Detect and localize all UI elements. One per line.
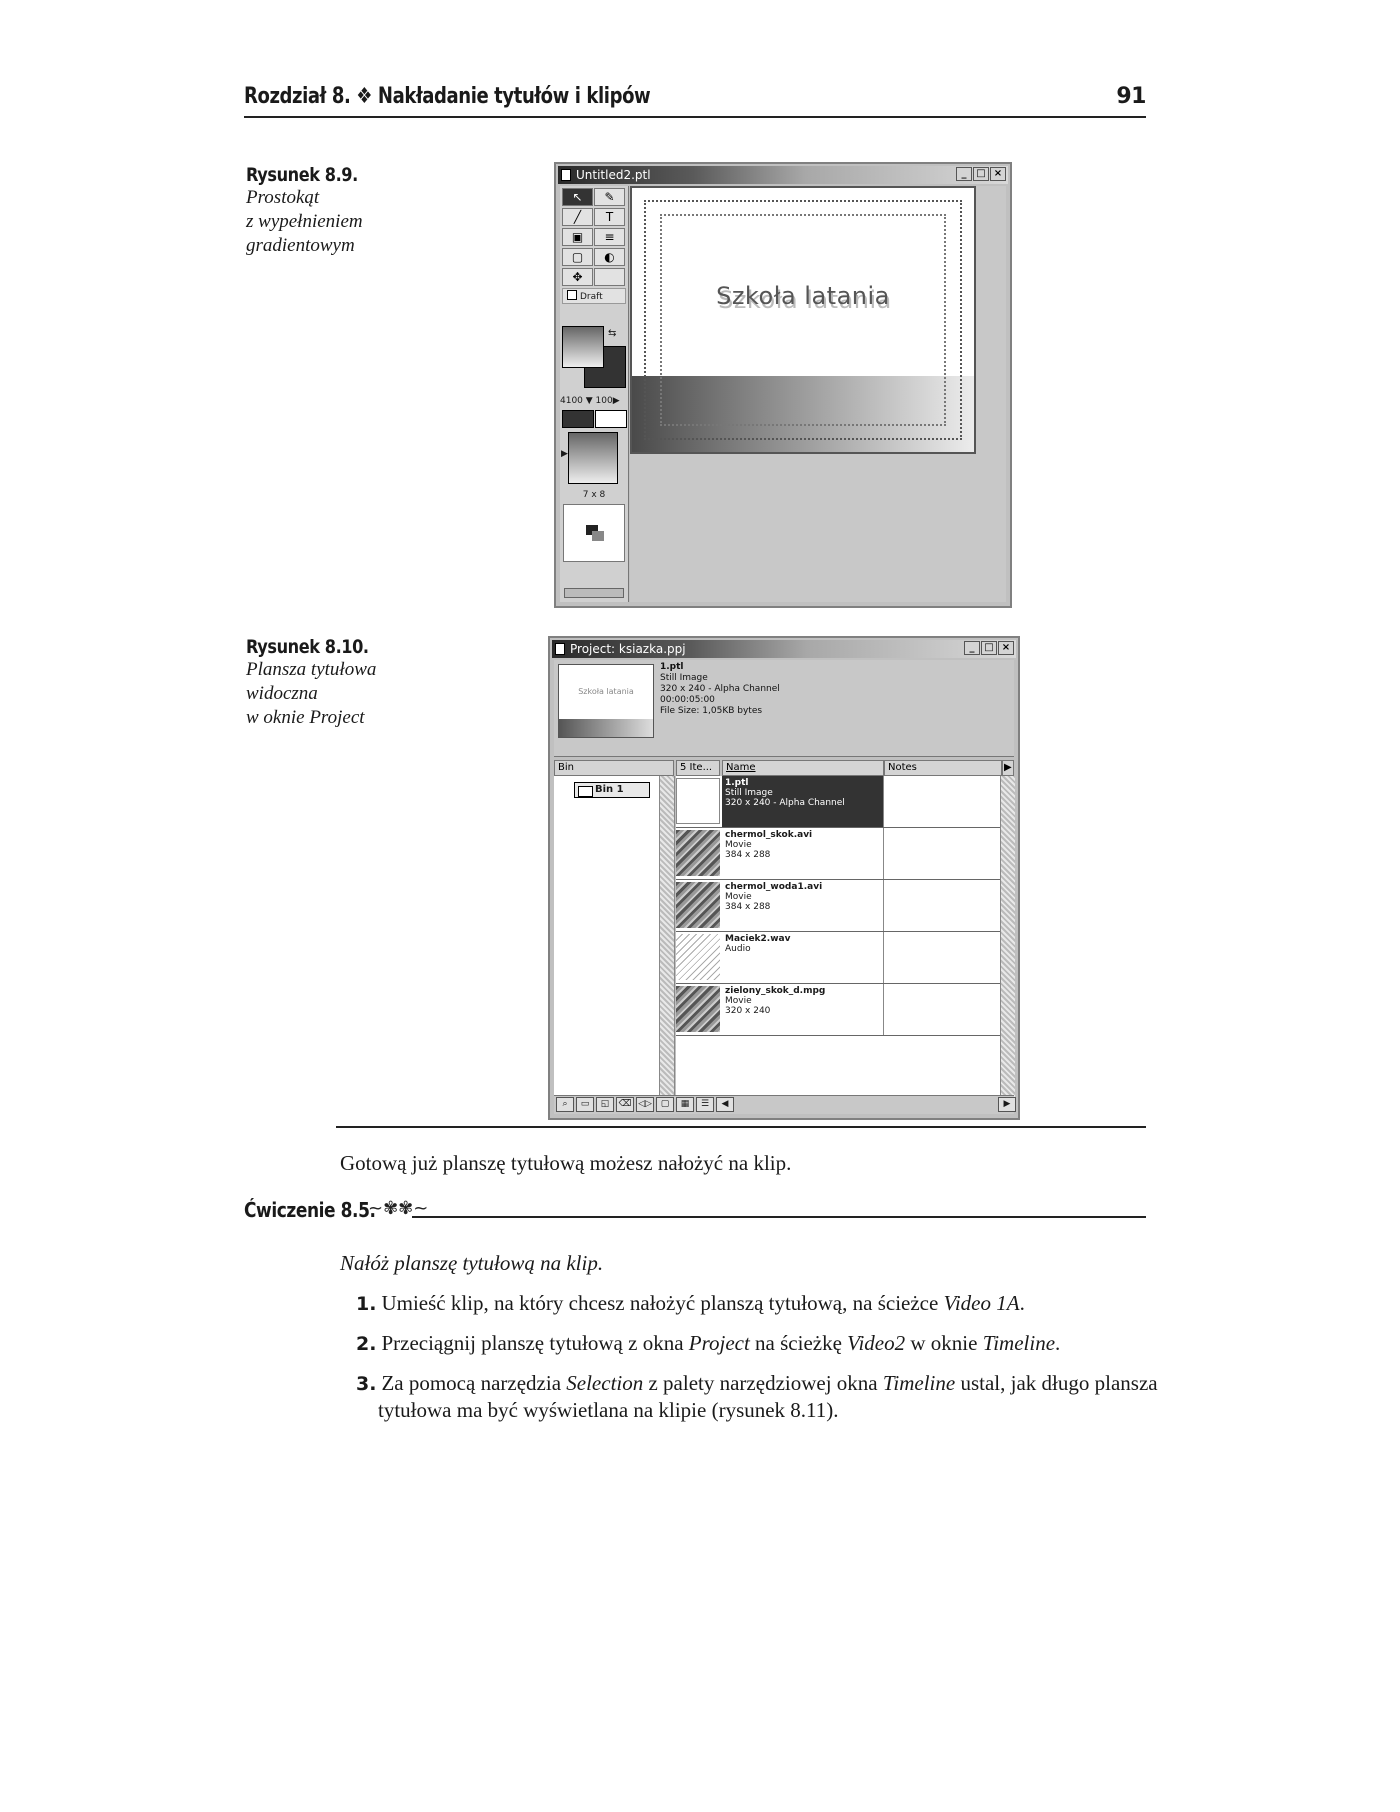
caption-line: gradientowym <box>246 235 355 256</box>
thumbnail-gradient <box>559 719 653 737</box>
item-name-cell <box>722 776 884 827</box>
title-canvas[interactable] <box>630 186 976 454</box>
shadow-box-icon <box>592 531 604 541</box>
folder-icon <box>578 786 593 797</box>
item-name-cell <box>722 828 884 879</box>
bin-pane <box>554 776 675 1098</box>
item-type: Still Image <box>725 788 773 798</box>
step-item <box>356 1290 1168 1317</box>
item-notes-cell[interactable] <box>884 828 1014 879</box>
swap-colors-icon[interactable]: ⇆ <box>608 328 617 339</box>
minimize-button[interactable]: _ <box>956 167 972 181</box>
step-emphasis: Video2 <box>847 1331 906 1355</box>
clip-type: Still Image <box>660 673 708 683</box>
step-text: Za pomocą narzędzia <box>381 1371 567 1395</box>
selection-tool-arrow-icon[interactable]: ↖ <box>562 188 593 206</box>
blank-tool[interactable] <box>594 268 625 286</box>
list-view-icon[interactable]: ☰ <box>696 1097 714 1112</box>
window-title: Untitled2.ptl <box>576 168 651 182</box>
ornament-icon: ~✾✾~ <box>368 1198 429 1219</box>
caption-line: w oknie Project <box>246 707 365 728</box>
tool-palette <box>560 186 629 602</box>
gradient-arrow-icon[interactable]: ▶ <box>561 448 568 458</box>
icon-view-icon[interactable]: ▢ <box>656 1097 674 1112</box>
caption-line: z wypełnieniem <box>246 211 363 232</box>
pane-toggle-icon[interactable]: ◁▷ <box>636 1097 654 1112</box>
grid-readout: 7 x 8 <box>582 490 606 500</box>
exercise-label: Ćwiczenie 8.5. <box>244 1198 376 1222</box>
project-item-row[interactable] <box>676 828 1014 880</box>
clip-info <box>660 662 780 717</box>
item-type: Movie <box>725 892 752 902</box>
bin-label: Bin 1 <box>595 784 624 795</box>
project-item-row[interactable] <box>676 776 1014 828</box>
caption-line: Prostokąt <box>246 187 320 208</box>
item-filename: Maciek2.wav <box>725 934 791 944</box>
caption-line: widoczna <box>246 683 318 704</box>
step-number: 2. <box>356 1333 377 1355</box>
item-filename: chermol_woda1.avi <box>725 882 823 892</box>
thumbnail-view-icon[interactable]: ▦ <box>676 1097 694 1112</box>
title-designer-window <box>554 162 1012 608</box>
item-notes-cell[interactable] <box>884 880 1014 931</box>
item-type: Audio <box>725 944 751 954</box>
step-emphasis: Video 1A <box>943 1291 1020 1315</box>
items-scrollbar[interactable] <box>1000 776 1015 1098</box>
item-filename: zielony_skok_d.mpg <box>725 986 826 996</box>
clip-preview-panel <box>554 660 1014 757</box>
column-header-notes[interactable]: Notes <box>884 760 1002 776</box>
item-type: Movie <box>725 996 752 1006</box>
item-notes-cell[interactable] <box>884 776 1014 827</box>
title-bar[interactable] <box>552 640 1016 658</box>
step-item <box>356 1330 1168 1357</box>
exercise-task: Nałóż planszę tytułową na klip. <box>340 1251 604 1275</box>
step-text: w oknie <box>905 1331 983 1355</box>
step-text: . <box>1055 1331 1061 1355</box>
thumbnail-title: Szkoła latania <box>578 687 634 696</box>
column-header-count[interactable]: 5 Ite... <box>676 760 720 776</box>
rolling-text-tool-icon[interactable]: ≡ <box>594 228 625 246</box>
figure-caption-8-10 <box>246 636 506 730</box>
project-item-row[interactable] <box>676 932 1014 984</box>
item-notes-cell[interactable] <box>884 984 1014 1035</box>
item-notes-cell[interactable] <box>884 932 1014 983</box>
clip-dimensions: 320 x 240 - Alpha Channel <box>660 684 780 694</box>
tool-scrollbar[interactable] <box>564 588 624 598</box>
new-item-icon[interactable]: ◱ <box>596 1097 614 1112</box>
figure-caption-8-9 <box>246 164 506 258</box>
exercise-heading <box>244 1198 1146 1228</box>
item-detail: 384 x 288 <box>725 902 771 912</box>
running-header <box>244 84 1146 118</box>
opacity-readout[interactable]: 4100 ▼ 100▶ <box>560 396 620 406</box>
line-tool-icon[interactable]: ╱ <box>562 208 593 226</box>
chapter-title: Rozdział 8. ❖ Nakładanie tytułów i klipów <box>244 84 651 109</box>
audio-thumbnail-icon <box>676 934 720 980</box>
fill-color-swatch-front <box>562 326 604 368</box>
canvas-title-text[interactable]: Szkoła latania <box>716 282 890 310</box>
figure-separator-rule <box>336 1126 1146 1128</box>
step-emphasis: Timeline <box>982 1331 1056 1355</box>
color-swatch-light[interactable] <box>595 410 627 428</box>
bin-item[interactable] <box>574 782 650 798</box>
step-text: Umieść klip, na który chcesz nałożyć planszą tytułową, na ścieżce <box>381 1291 944 1315</box>
delete-trash-icon[interactable]: ⌫ <box>616 1097 634 1112</box>
item-type: Movie <box>725 840 752 850</box>
page-number: 91 <box>1116 84 1146 109</box>
step-text: na ścieżkę <box>749 1331 848 1355</box>
figure-label: Rysunek 8.9. <box>246 164 358 186</box>
scroll-left-arrow-icon[interactable]: ◀ <box>716 1097 734 1112</box>
intro-paragraph: Gotową już planszę tytułową możesz nałożyć na klip. <box>340 1151 792 1175</box>
project-window <box>548 636 1020 1120</box>
step-emphasis: Selection <box>566 1371 644 1395</box>
maximize-button[interactable]: □ <box>981 641 997 655</box>
step-text: Przeciągnij planszę tytułową z okna <box>381 1331 689 1355</box>
step-text: ustal, jak długo plansza tytułowa ma być wyświetlana na klipie (rysunek 8.11). <box>378 1371 1158 1422</box>
movie-thumbnail <box>676 882 720 928</box>
clip-file-size: File Size: 1,05KB bytes <box>660 706 763 716</box>
document-icon <box>555 643 565 655</box>
text-tool-icon[interactable]: T <box>594 208 625 226</box>
step-text: . <box>1019 1291 1025 1315</box>
step-item <box>356 1370 1168 1423</box>
item-detail: 384 x 288 <box>725 850 771 860</box>
title-bar[interactable] <box>558 166 1008 184</box>
project-item-row[interactable] <box>676 880 1014 932</box>
movie-thumbnail <box>676 830 720 876</box>
find-binoculars-icon[interactable]: ⌕ <box>556 1097 574 1112</box>
column-header-bin[interactable]: Bin <box>554 760 674 776</box>
movie-thumbnail <box>676 986 720 1032</box>
minimize-button[interactable]: _ <box>964 641 980 655</box>
scroll-right-arrow-icon[interactable]: ▶ <box>1002 760 1014 776</box>
gradient-preview[interactable] <box>568 432 618 484</box>
project-toolbar <box>554 1095 1014 1114</box>
close-button[interactable]: × <box>990 167 1006 181</box>
items-list <box>676 776 1014 1098</box>
window-title: Project: ksiazka.ppj <box>570 642 686 656</box>
oval-tool-icon[interactable]: ◐ <box>594 248 625 266</box>
hand-tool-icon[interactable]: ✥ <box>562 268 593 286</box>
item-name-cell <box>722 984 884 1035</box>
exercise-heading-rule <box>412 1216 1146 1218</box>
item-detail: 320 x 240 <box>725 1006 771 1016</box>
draft-checkbox[interactable] <box>562 288 626 304</box>
maximize-button[interactable]: □ <box>973 167 989 181</box>
clip-duration: 00:00:05:00 <box>660 695 715 705</box>
rectangle-tool-icon[interactable]: ▣ <box>562 228 593 246</box>
title-safe-guide <box>660 214 946 426</box>
step-emphasis: Timeline <box>882 1371 956 1395</box>
clip-name: 1.ptl <box>660 662 684 672</box>
item-detail: 320 x 240 - Alpha Channel <box>725 798 845 808</box>
close-button[interactable]: × <box>998 641 1014 655</box>
drawing-area <box>630 186 1006 602</box>
rounded-rect-tool-icon[interactable]: ▢ <box>562 248 593 266</box>
column-header-name[interactable]: Name <box>722 760 884 776</box>
caption-line: Plansza tytułowa <box>246 659 377 680</box>
step-number: 3. <box>356 1373 377 1395</box>
shadow-position-pad[interactable] <box>563 504 625 562</box>
figure-label: Rysunek 8.10. <box>246 636 369 658</box>
preview-thumbnail[interactable] <box>558 664 654 738</box>
color-swatch-dark[interactable] <box>562 410 594 428</box>
still-thumbnail <box>676 778 720 824</box>
item-name-cell <box>722 880 884 931</box>
item-name-cell <box>722 932 884 983</box>
step-number: 1. <box>356 1293 377 1315</box>
item-filename: 1.ptl <box>725 778 749 788</box>
scroll-right-arrow-icon[interactable]: ▶ <box>998 1097 1016 1112</box>
project-item-row[interactable] <box>676 984 1014 1036</box>
checkbox-icon <box>567 290 577 300</box>
step-text: z palety narzędziowej okna <box>643 1371 883 1395</box>
item-filename: chermol_skok.avi <box>725 830 813 840</box>
draft-label: Draft <box>580 292 603 302</box>
eyedropper-tool-icon[interactable]: ✎ <box>594 188 625 206</box>
step-emphasis: Project <box>688 1331 750 1355</box>
new-bin-icon[interactable]: ▭ <box>576 1097 594 1112</box>
document-icon <box>561 169 571 181</box>
bin-scrollbar[interactable] <box>659 776 674 1098</box>
